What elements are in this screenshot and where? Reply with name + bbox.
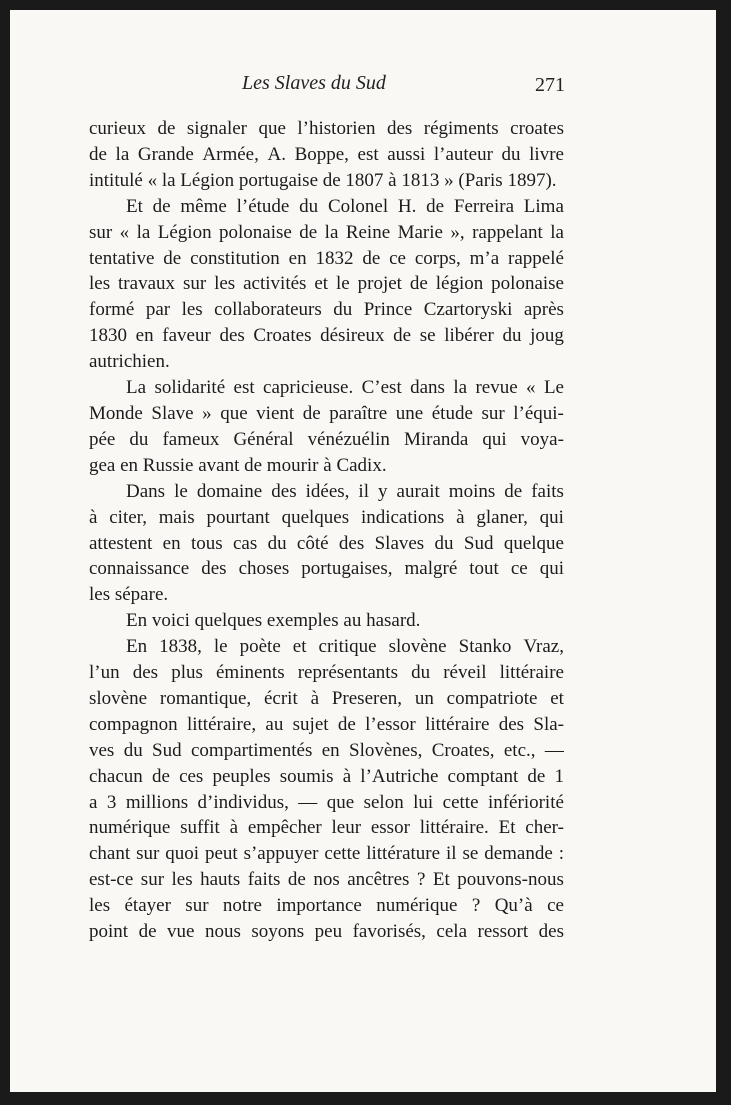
- text-line: les sépare.: [89, 584, 169, 606]
- text-line: ves du Sud compartimentés en Slovènes, Croates, etc., —: [89, 739, 564, 761]
- text-line: slovène romantique, écrit à Preseren, un compatriote et: [89, 687, 564, 709]
- text-line: les étayer sur notre importance numérique ? Qu’à ce: [89, 895, 564, 917]
- text-line: point de vue nous soyons peu favorisés, cela ressort des: [89, 921, 564, 943]
- text-line: de la Grande Armée, A. Boppe, est aussi l’auteur du livre: [89, 143, 564, 165]
- text-line: En 1838, le poète et critique slovène Stanko Vraz,: [126, 636, 564, 658]
- text-line: sur « la Légion polonaise de la Reine Marie », rappelant la: [89, 221, 564, 243]
- text-line: chacun de ces peuples soumis à l’Autriche comptant de 1: [89, 765, 564, 787]
- text-line: gea en Russie avant de mourir à Cadix.: [89, 454, 387, 476]
- text-line: attestent en tous cas du côté des Slaves du Sud quelque: [89, 532, 564, 554]
- text-line: Dans le domaine des idées, il y aurait moins de faits: [126, 480, 564, 502]
- page-number: 271: [535, 74, 565, 96]
- text-line: curieux de signaler que l’historien des régiments croates: [89, 118, 564, 139]
- body-text: [89, 116, 564, 945]
- text-line: Monde Slave » que vient de paraître une étude sur l’équi-: [89, 402, 564, 424]
- text-line: formé par les collaborateurs du Prince Czartoryski après: [89, 299, 564, 321]
- page-header: [10, 72, 716, 100]
- text-line: les travaux sur les activités et le projet de légion polonaise: [89, 273, 564, 295]
- text-line: La solidarité est capricieuse. C’est dans la revue « Le: [126, 377, 564, 399]
- text-line: est-ce sur les hauts faits de nos ancêtres ? Et pouvons-nous: [89, 869, 564, 891]
- text-line: En voici quelques exemples au hasard.: [126, 610, 421, 632]
- text-line: numérique suffit à empêcher leur essor littéraire. Et cher-: [89, 817, 564, 839]
- text-line: connaissance des choses portugaises, malgré tout ce qui: [89, 558, 564, 580]
- text-line: intitulé « la Légion portugaise de 1807 à 1813 » (Paris 1897).: [89, 169, 557, 191]
- text-line: pée du fameux Général vénézuélin Miranda qui voya-: [89, 428, 564, 450]
- text-line: chant sur quoi peut s’appuyer cette littérature il se demande :: [89, 843, 564, 865]
- text-line: a 3 millions d’individus, — que selon lui cette infériorité: [89, 791, 564, 813]
- text-line: tentative de constitution en 1832 de ce corps, m’a rappelé: [89, 247, 564, 269]
- running-title: Les Slaves du Sud: [242, 72, 386, 94]
- text-line: l’un des plus éminents représentants du réveil littéraire: [89, 662, 564, 684]
- text-line: 1830 en faveur des Croates désireux de se libérer du joug: [89, 325, 564, 347]
- text-line: compagnon littéraire, au sujet de l’essor littéraire des Sla-: [89, 713, 564, 735]
- book-page: [10, 10, 716, 1092]
- text-line: autrichien.: [89, 351, 170, 373]
- text-line: à citer, mais pourtant quelques indications à glaner, qui: [89, 506, 564, 528]
- text-line: Et de même l’étude du Colonel H. de Ferreira Lima: [126, 195, 564, 217]
